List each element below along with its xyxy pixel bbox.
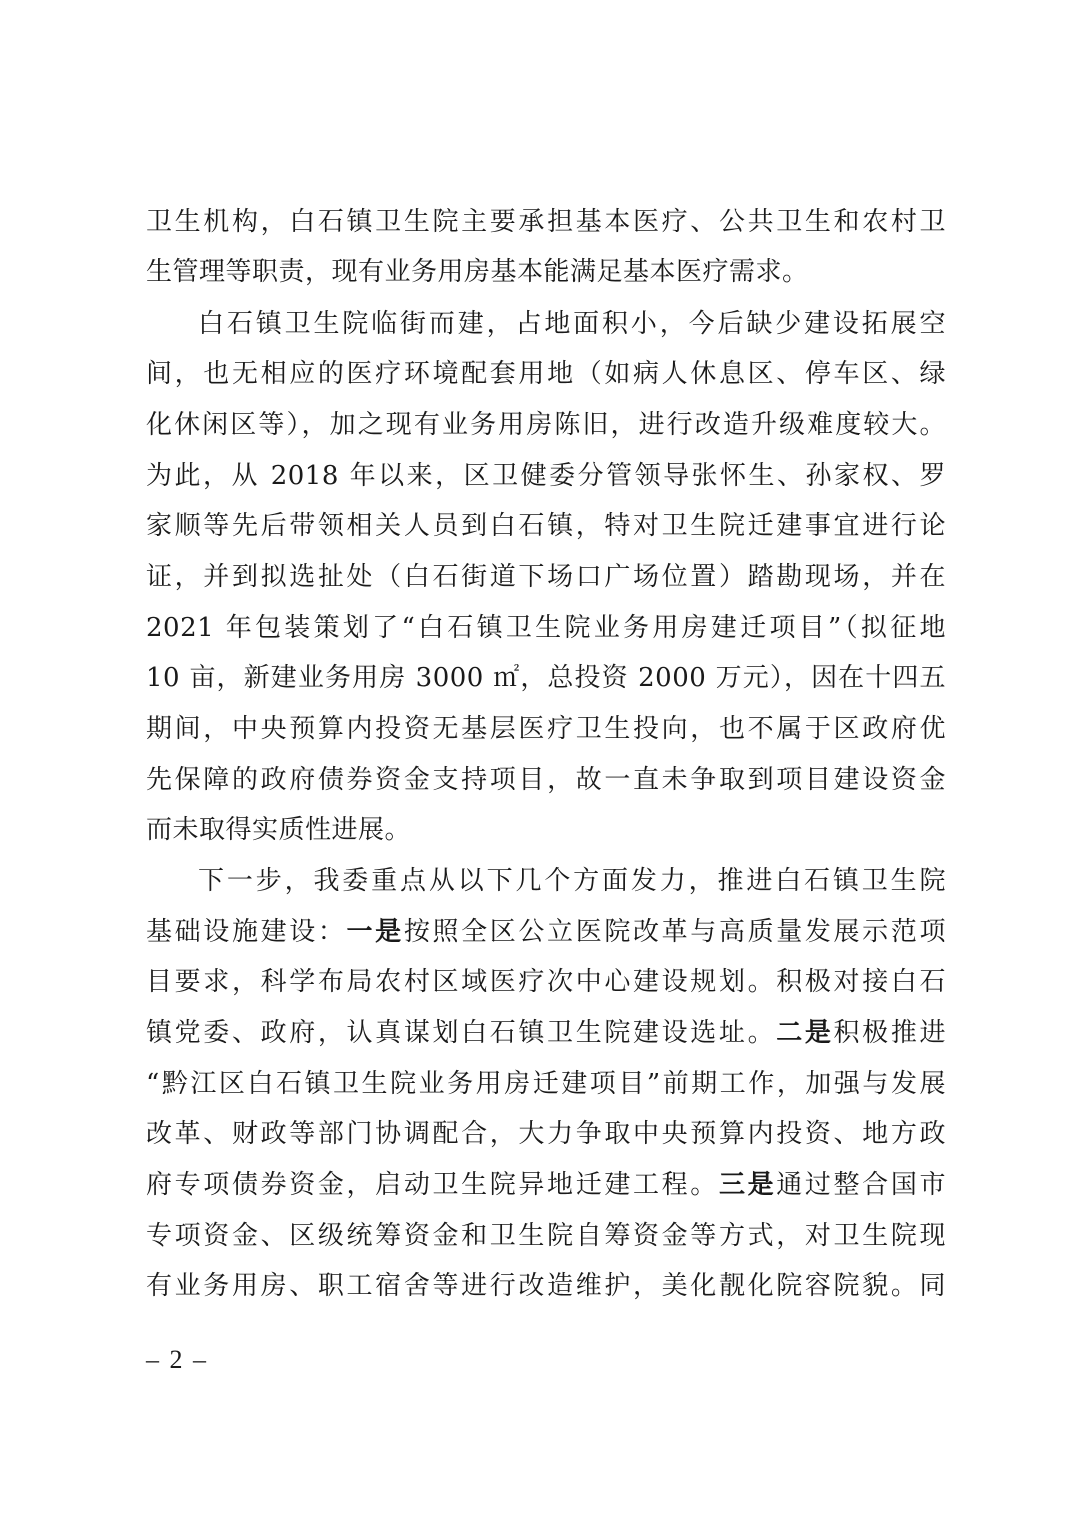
text-line: 专项资金、区级统筹资金和卫生院自筹资金等方式，对卫生院现: [146, 1221, 946, 1251]
text-line: “黔江区白石镇卫生院业务用房迁建项目”前期工作，加强与发展: [146, 1069, 946, 1099]
text-segment: 府专项债券资金，启动卫生院异地迁建工程。: [146, 1170, 719, 1200]
page-number: – 2 –: [146, 1345, 208, 1374]
text-segment: 通过整合国市: [776, 1170, 946, 1200]
text-line: [146, 1013, 946, 1053]
text-line: 而未取得实质性进展。: [146, 815, 412, 845]
emphasis-first: 一是: [346, 917, 404, 947]
text-segment: 镇党委、政府，认真谋划白石镇卫生院建设选址。: [146, 1018, 777, 1048]
text-line: 间，也无相应的医疗环境配套用地（如病人休息区、停车区、绿: [146, 359, 946, 389]
text-segment: 积极推进: [833, 1018, 946, 1048]
text-line: 有业务用房、职工宿舍等进行改造维护，美化靓化院容院貌。同: [146, 1271, 946, 1301]
text-line: 下一步，我委重点从以下几个方面发力，推进白石镇卫生院: [198, 866, 946, 896]
text-line: 10 亩，新建业务用房 3000 ㎡，总投资 2000 万元），因在十四五: [146, 663, 946, 693]
text-line: 目要求，科学布局农村区域医疗次中心建设规划。积极对接白石: [146, 967, 946, 997]
text-segment: 按照全区公立医院改革与高质量发展示范项: [403, 917, 946, 947]
text-line: 改革、财政等部门协调配合，大力争取中央预算内投资、地方政: [146, 1119, 946, 1149]
text-line: [146, 912, 946, 952]
text-line: 证，并到拟选扯处（白石街道下场口广场位置）踏勘现场，并在: [146, 562, 946, 592]
emphasis-third: 三是: [718, 1170, 777, 1200]
text-line: 先保障的政府债券资金支持项目，故一直未争取到项目建设资金: [146, 765, 946, 795]
text-line: 化休闲区等），加之现有业务用房陈旧，进行改造升级难度较大。: [146, 410, 946, 440]
emphasis-second: 二是: [776, 1018, 834, 1048]
text-line: 家顺等先后带领相关人员到白石镇，特对卫生院迁建事宜进行论: [146, 511, 946, 541]
text-line: 生管理等职责，现有业务用房基本能满足基本医疗需求。: [146, 257, 809, 287]
text-segment: 基础设施建设：: [146, 917, 347, 947]
text-line: 为此，从 2018 年以来，区卫健委分管领导张怀生、孙家权、罗: [146, 461, 946, 491]
text-line: 白石镇卫生院临街而建，占地面积小，今后缺少建设拓展空: [198, 309, 946, 339]
text-line: 2021 年包装策划了“白石镇卫生院业务用房建迁项目”（拟征地: [146, 613, 946, 643]
text-line: 期间，中央预算内投资无基层医疗卫生投向，也不属于区政府优: [146, 714, 946, 744]
text-line: 卫生机构，白石镇卫生院主要承担基本医疗、公共卫生和农村卫: [146, 207, 946, 237]
text-line: [146, 1165, 946, 1205]
